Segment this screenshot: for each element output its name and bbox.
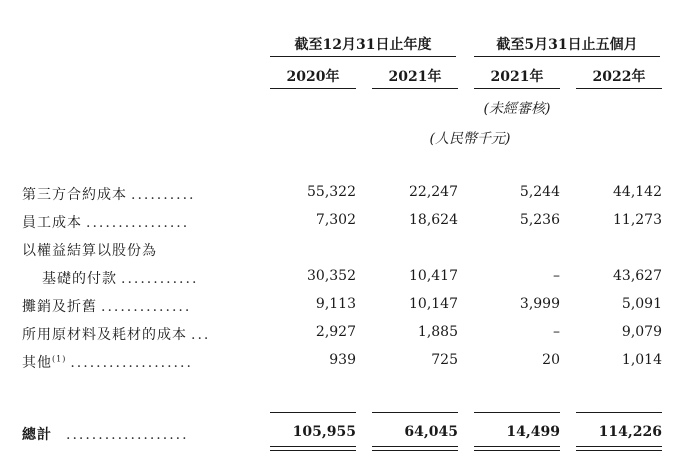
total-double-4a <box>576 446 662 447</box>
row-value: 725 <box>431 352 458 368</box>
total-topline-1 <box>270 412 356 413</box>
header-group-year-end: 截至12月31日止年度 <box>294 37 432 53</box>
total-topline-3 <box>474 412 560 413</box>
col-header-2022: 2022年 <box>592 69 646 85</box>
col4-underline <box>576 88 662 89</box>
total-double-3a <box>474 446 560 447</box>
row-value: 11,273 <box>613 212 662 228</box>
row-value: 30,352 <box>307 268 356 284</box>
row-value: 22,247 <box>409 184 458 200</box>
col-header-2021-a: 2021年 <box>388 69 442 85</box>
row-value: 43,627 <box>613 268 662 284</box>
row-value: 10,147 <box>409 296 458 312</box>
row-label: 以權益結算以股份為 <box>22 243 157 259</box>
total-value-2020: 105,955 <box>292 424 356 440</box>
row-label: 攤銷及折舊 .............. <box>22 299 192 315</box>
row-value: 9,113 <box>315 296 356 312</box>
total-topline-4 <box>576 412 662 413</box>
unaudited-note: (未經審核) <box>483 101 551 117</box>
row-value: 5,236 <box>519 212 560 228</box>
total-double-3b <box>474 450 560 451</box>
row-value: 3,999 <box>519 296 560 312</box>
row-value: 10,417 <box>409 268 458 284</box>
row-value: – <box>553 268 560 284</box>
col3-underline <box>474 88 560 89</box>
col-header-2020: 2020年 <box>286 69 340 85</box>
col-header-2021-b: 2021年 <box>490 69 544 85</box>
row-value: 44,142 <box>613 184 662 200</box>
row-value: 1,014 <box>621 352 662 368</box>
col1-underline <box>270 88 356 89</box>
col2-underline <box>372 88 458 89</box>
group2-underline <box>474 56 660 57</box>
row-value: 2,927 <box>315 324 356 340</box>
group1-underline <box>270 56 456 57</box>
total-double-1a <box>270 446 356 447</box>
row-label: 所用原材料及耗材的成本 ... <box>22 327 211 343</box>
row-value: – <box>553 324 560 340</box>
row-label: 其他$^{(1)}$ ................... <box>22 354 193 371</box>
row-value: 939 <box>329 352 356 368</box>
row-value: 5,244 <box>519 184 560 200</box>
total-value-2022: 114,226 <box>598 424 662 440</box>
total-double-2a <box>372 446 458 447</box>
row-value: 20 <box>542 352 560 368</box>
row-label: 第三方合約成本 .......... <box>22 187 196 203</box>
total-value-2021a: 64,045 <box>404 424 458 440</box>
row-value: 55,322 <box>307 184 356 200</box>
total-double-1b <box>270 450 356 451</box>
unit-note: (人民幣千元) <box>429 131 511 147</box>
row-value: 5,091 <box>621 296 662 312</box>
footnote-marker: (1) <box>52 354 67 364</box>
row-value: 18,624 <box>409 212 458 228</box>
total-label: 總計 ................... <box>22 427 189 443</box>
total-topline-2 <box>372 412 458 413</box>
total-double-4b <box>576 450 662 451</box>
row-label: 員工成本 ................ <box>22 215 190 231</box>
total-value-2021b: 14,499 <box>506 424 560 440</box>
row-value: 9,079 <box>621 324 662 340</box>
header-group-five-months: 截至5月31日止五個月 <box>496 37 638 53</box>
total-double-2b <box>372 450 458 451</box>
row-value: 1,885 <box>417 324 458 340</box>
row-value: 7,302 <box>315 212 356 228</box>
row-label: 基礎的付款 ............ <box>42 271 199 287</box>
